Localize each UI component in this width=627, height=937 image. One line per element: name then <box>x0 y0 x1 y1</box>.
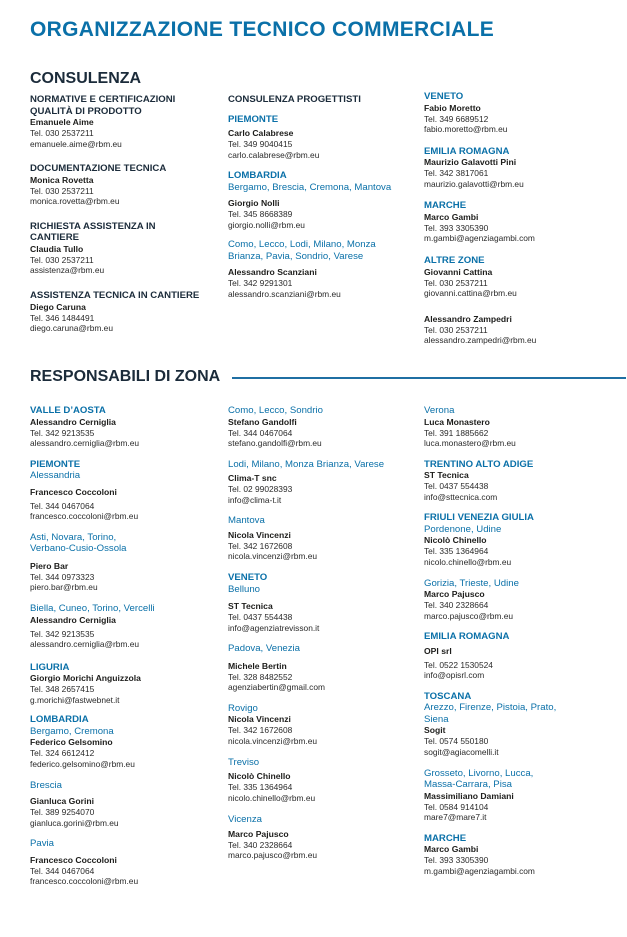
contact-phone: Tel. 342 9213535 <box>30 628 95 639</box>
section-divider <box>232 377 626 379</box>
contact-phone: Tel. 0584 914104 <box>424 801 489 812</box>
zona-lodi-milano <box>228 459 418 506</box>
contact-name: Nicolò Chinello <box>228 771 291 782</box>
consulenza-column-1 <box>30 94 215 334</box>
contact-name: Maurizio Galavotti Pini <box>424 157 517 168</box>
contact-emilia-romagna <box>424 146 619 190</box>
contact-email[interactable]: alessandro.cerniglia@rbm.eu <box>30 639 140 650</box>
contact-phone: Tel. 342 1672608 <box>228 540 293 551</box>
contact-phone: Tel. 342 1672608 <box>228 725 293 736</box>
contact-phone: Tel. 0574 550180 <box>424 736 489 747</box>
zona-treviso <box>228 757 418 804</box>
zona-grosseto <box>424 768 619 823</box>
contact-email[interactable]: marco.pajusco@rbm.eu <box>228 850 318 861</box>
region-title: EMILIA ROMAGNA <box>424 631 510 643</box>
region-subtitle: Brescia <box>30 779 62 791</box>
contact-name: Carlo Calabrese <box>228 128 294 138</box>
region-subtitle: Belluno <box>228 583 261 595</box>
contact-email[interactable]: nicolo.chinello@rbm.eu <box>228 792 316 803</box>
contact-email[interactable]: mare7@mare7.it <box>424 812 487 823</box>
zona-biella-cuneo <box>30 603 220 650</box>
contact-como-lecco <box>228 239 413 299</box>
region-title: LOMBARDIA <box>228 170 287 182</box>
zona-padova-venezia <box>228 643 418 693</box>
contact-phone: Tel. 344 0467064 <box>30 500 95 511</box>
zona-column-3 <box>424 405 619 877</box>
contact-phone: Tel. 342 3817061 <box>424 168 489 179</box>
contact-phone: Tel. 344 0973323 <box>30 571 95 582</box>
zona-vicenza <box>228 814 418 861</box>
contact-phone: Tel. 391 1885662 <box>424 427 489 438</box>
region-title: ALTRE ZONE <box>424 255 485 267</box>
contact-phone: Tel. 030 2537211 <box>30 128 94 138</box>
contact-phone: Tel. 349 9040415 <box>228 139 293 149</box>
contact-name: Alessandro Scanziani <box>228 267 317 278</box>
contact-phone: Tel. 0522 1530524 <box>424 659 493 670</box>
region-subtitle: Arezzo, Firenze, Pistoia, Prato, Siena <box>424 702 557 725</box>
contact-richiesta-assistenza <box>30 221 215 276</box>
contact-phone: Tel. 030 2537211 <box>424 324 488 335</box>
consulenza-column-3 <box>424 91 619 346</box>
contact-name: Marco Pajusco <box>228 828 289 839</box>
contact-phone: Tel. 344 0467064 <box>30 865 95 876</box>
zona-column-1 <box>30 405 220 887</box>
contact-name: Alessandro Cerniglia <box>30 416 116 427</box>
contact-name: Clima-T snc <box>228 473 277 484</box>
contact-email[interactable]: luca.monastero@rbm.eu <box>424 438 516 449</box>
contact-name: Alessandro Cerniglia <box>30 614 116 625</box>
contact-email[interactable]: alessandro.zampedri@rbm.eu <box>424 335 537 346</box>
region-title: FRIULI VENEZIA GIULIA <box>424 512 534 524</box>
contact-email[interactable]: emanuele.aime@rbm.eu <box>30 138 122 149</box>
contact-phone: Tel. 344 0467064 <box>228 427 293 438</box>
zona-column-2 <box>228 405 418 861</box>
region-subtitle: Vicenza <box>228 814 262 826</box>
contact-veneto <box>424 91 619 135</box>
region-subtitle: Alessandria <box>30 470 81 482</box>
zona-como-lecco <box>228 405 418 449</box>
contact-assistenza-tecnica <box>30 290 215 334</box>
contact-name: Marco Pajusco <box>424 589 485 600</box>
region-subtitle: Asti, Novara, Torino, Verbano-Cusio-Ossola <box>30 531 127 555</box>
region-subtitle: Como, Lecco, Sondrio <box>228 405 323 416</box>
zona-friuli <box>424 512 619 567</box>
contact-email[interactable]: monica.rovetta@rbm.eu <box>30 196 120 207</box>
contact-email[interactable]: maurizio.galavotti@rbm.eu <box>424 178 524 189</box>
contact-phone: Tel. 348 2657415 <box>30 684 95 695</box>
contact-phone: Tel. 342 9291301 <box>228 278 293 289</box>
contact-zampedri <box>424 314 619 346</box>
contact-email[interactable]: alessandro.cerniglia@rbm.eu <box>30 438 140 449</box>
contact-email[interactable]: info@clima-t.it <box>228 494 282 505</box>
region-subtitle: Como, Lecco, Lodi, Milano, Monza Brianza, Pavia, Sondrio, Varese <box>228 239 376 262</box>
region-title: MARCHE <box>424 832 467 844</box>
contact-email[interactable]: giovanni.cattina@rbm.eu <box>424 288 517 299</box>
section-title-responsabili: RESPONSABILI DI ZONA <box>30 368 221 385</box>
zona-toscana <box>424 691 619 758</box>
section-title-consulenza: CONSULENZA <box>30 70 142 87</box>
contact-phone: Tel. 324 6612412 <box>30 748 95 759</box>
group-title: RICHIESTA ASSISTENZA IN CANTIERE <box>30 220 156 244</box>
region-subtitle: Mantova <box>228 515 265 527</box>
region-subtitle: Biella, Cuneo, Torino, Vercelli <box>30 603 155 615</box>
contact-name: Alessandro Zampedri <box>424 313 512 324</box>
contact-name: OPI srl <box>424 645 452 656</box>
contact-name: Michele Bertin <box>228 660 287 671</box>
contact-altre-zone <box>424 255 619 299</box>
contact-email[interactable]: nicola.vincenzi@rbm.eu <box>228 736 318 747</box>
contact-phone: Tel. 340 2328664 <box>424 600 489 611</box>
zona-pavia <box>30 838 220 887</box>
contact-email[interactable]: francesco.coccoloni@rbm.eu <box>30 876 139 887</box>
zona-trentino <box>424 459 619 503</box>
group-title: DOCUMENTAZIONE TECNICA <box>30 163 167 175</box>
contact-email[interactable]: g.morichi@fastwebnet.it <box>30 694 120 705</box>
contact-phone: Tel. 393 3305390 <box>424 855 489 866</box>
region-title: LOMBARDIA <box>30 714 89 726</box>
contact-email[interactable]: sogit@agiacomelli.it <box>424 747 499 758</box>
contact-name: Claudia Tullo <box>30 243 84 254</box>
contact-name: Gianluca Gorini <box>30 796 94 807</box>
contact-email[interactable]: info@sttecnica.com <box>424 491 498 502</box>
contact-email[interactable]: stefano.gandolfi@rbm.eu <box>228 438 322 449</box>
contact-lombardia <box>228 170 413 230</box>
contact-phone: Tel. 393 3305390 <box>424 222 489 233</box>
region-subtitle: Bergamo, Brescia, Cremona, Mantova <box>228 181 392 193</box>
contact-phone: Tel. 02 99028393 <box>228 484 293 495</box>
contact-name: Giovanni Cattina <box>424 266 493 277</box>
contact-name: Francesco Coccoloni <box>30 854 117 865</box>
contact-phone: Tel. 340 2328664 <box>228 839 293 850</box>
contact-phone: Tel. 389 9254070 <box>30 807 95 818</box>
contact-name: Giorgio Nolli <box>228 198 280 209</box>
region-title: TOSCANA <box>424 690 472 702</box>
region-title: VENETO <box>228 572 268 584</box>
contact-phone: Tel. 335 1364964 <box>228 782 293 793</box>
zona-veneto <box>228 572 418 633</box>
region-title: LIGURIA <box>30 661 70 673</box>
zona-liguria <box>30 662 220 706</box>
region-title: VENETO <box>424 91 464 102</box>
contact-piemonte <box>228 114 413 161</box>
contact-name: Monica Rovetta <box>30 174 94 185</box>
group-title: NORMATIVE E CERTIFICAZIONI QUALITÀ DI PRODOTTO <box>30 94 176 117</box>
region-subtitle: Verona <box>424 405 455 416</box>
contact-name: Nicola Vincenzi <box>228 714 291 725</box>
contact-phone: Tel. 349 6689512 <box>424 113 489 124</box>
contact-name: Diego Caruna <box>30 301 86 312</box>
region-subtitle: Rovigo <box>228 702 258 714</box>
region-subtitle: Pordenone, Udine <box>424 523 502 535</box>
contact-name: ST Tecnica <box>228 601 273 612</box>
contact-email[interactable]: carlo.calabrese@rbm.eu <box>228 149 320 160</box>
contact-email[interactable]: info@opisrl.com <box>424 670 485 681</box>
region-title: PIEMONTE <box>30 458 81 470</box>
contact-name: Emanuele Aime <box>30 117 94 127</box>
contact-email[interactable]: alessandro.scanziani@rbm.eu <box>228 288 341 299</box>
contact-email[interactable]: piero.bar@rbm.eu <box>30 582 98 593</box>
contact-phone: Tel. 030 2537211 <box>424 277 488 288</box>
region-subtitle: Grosseto, Livorno, Lucca, Massa-Carrara, Pisa <box>424 767 534 791</box>
contact-name: Massimiliano Damiani <box>424 790 514 801</box>
contact-email[interactable]: giorgio.nolli@rbm.eu <box>228 219 305 230</box>
contact-phone: Tel. 030 2537211 <box>30 254 94 265</box>
zona-emilia-romagna <box>424 631 619 681</box>
contact-name: Nicola Vincenzi <box>228 529 291 540</box>
contact-email[interactable]: info@agenziatrevisson.it <box>228 622 320 633</box>
contact-email[interactable]: nicola.vincenzi@rbm.eu <box>228 551 318 562</box>
contact-documentazione <box>30 163 215 207</box>
contact-name: Nicolò Chinello <box>424 535 487 546</box>
page-title: ORGANIZZAZIONE TECNICO COMMERCIALE <box>30 18 495 41</box>
zona-gorizia <box>424 578 619 622</box>
contact-email[interactable]: nicolo.chinello@rbm.eu <box>424 556 512 567</box>
region-subtitle: Pavia <box>30 838 54 850</box>
contact-email[interactable]: assistenza@rbm.eu <box>30 265 105 276</box>
contact-name: Fabio Moretto <box>424 102 481 113</box>
contact-name: Luca Monastero <box>424 416 490 427</box>
region-subtitle: Bergamo, Cremona <box>30 725 114 737</box>
consulenza-column-2 <box>228 94 413 300</box>
contact-name: Stefano Gandolfi <box>228 416 297 427</box>
zona-brescia <box>30 780 220 829</box>
contact-name: Sogit <box>424 725 446 736</box>
contact-phone: Tel. 345 8668389 <box>228 209 293 220</box>
contact-phone: Tel. 335 1364964 <box>424 546 489 557</box>
contact-email[interactable]: francesco.coccoloni@rbm.eu <box>30 511 139 522</box>
contact-name: ST Tecnica <box>424 470 469 481</box>
contact-normative <box>30 94 215 149</box>
region-subtitle: Treviso <box>228 756 260 768</box>
contact-name: Francesco Coccoloni <box>30 486 117 497</box>
region-subtitle: Lodi, Milano, Monza Brianza, Varese <box>228 458 385 470</box>
contact-phone: Tel. 030 2537211 <box>30 185 94 196</box>
contact-email[interactable]: federico.gelsomino@rbm.eu <box>30 759 135 770</box>
contact-name: Federico Gelsomino <box>30 737 113 748</box>
contact-email[interactable]: diego.caruna@rbm.eu <box>30 323 113 334</box>
region-title: MARCHE <box>424 200 467 212</box>
zona-valle-aosta <box>30 405 220 449</box>
contact-phone: Tel. 342 9213535 <box>30 427 95 438</box>
contact-email[interactable]: fabio.moretto@rbm.eu <box>424 124 508 135</box>
zona-mantova <box>228 515 418 562</box>
contact-phone: Tel. 0437 554438 <box>228 612 293 623</box>
contact-name: Marco Gambi <box>424 211 479 222</box>
zona-piemonte <box>30 459 220 522</box>
region-title: PIEMONTE <box>228 113 279 125</box>
contact-email[interactable]: marco.pajusco@rbm.eu <box>424 610 514 621</box>
contact-email[interactable]: m.gambi@agenziagambi.com <box>424 233 535 244</box>
zona-verona <box>424 405 619 449</box>
contact-name: Giorgio Morichi Anguizzola <box>30 673 141 684</box>
contact-phone: Tel. 346 1484491 <box>30 312 95 323</box>
zona-lombardia <box>30 714 220 769</box>
zona-rovigo <box>228 703 418 747</box>
group-title: ASSISTENZA TECNICA IN CANTIERE <box>30 290 200 302</box>
contact-marche <box>424 200 619 244</box>
region-title: EMILIA ROMAGNA <box>424 145 510 157</box>
region-subtitle: Padova, Venezia <box>228 643 301 655</box>
contact-email[interactable]: agenziabertin@gmail.com <box>228 682 325 693</box>
contact-name: Piero Bar <box>30 560 69 571</box>
region-title: TRENTINO ALTO ADIGE <box>424 458 534 470</box>
region-subtitle: Gorizia, Trieste, Udine <box>424 577 519 589</box>
region-title: VALLE D’AOSTA <box>30 405 106 416</box>
contact-phone: Tel. 0437 554438 <box>424 481 489 492</box>
contact-name: Marco Gambi <box>424 844 479 855</box>
contact-email[interactable]: m.gambi@agenziagambi.com <box>424 865 535 876</box>
zona-asti-novara <box>30 532 220 593</box>
zona-marche <box>424 833 619 877</box>
contact-phone: Tel. 328 8482552 <box>228 671 293 682</box>
contact-email[interactable]: gianluca.gorini@rbm.eu <box>30 817 119 828</box>
group-title: CONSULENZA PROGETTISTI <box>228 94 361 105</box>
